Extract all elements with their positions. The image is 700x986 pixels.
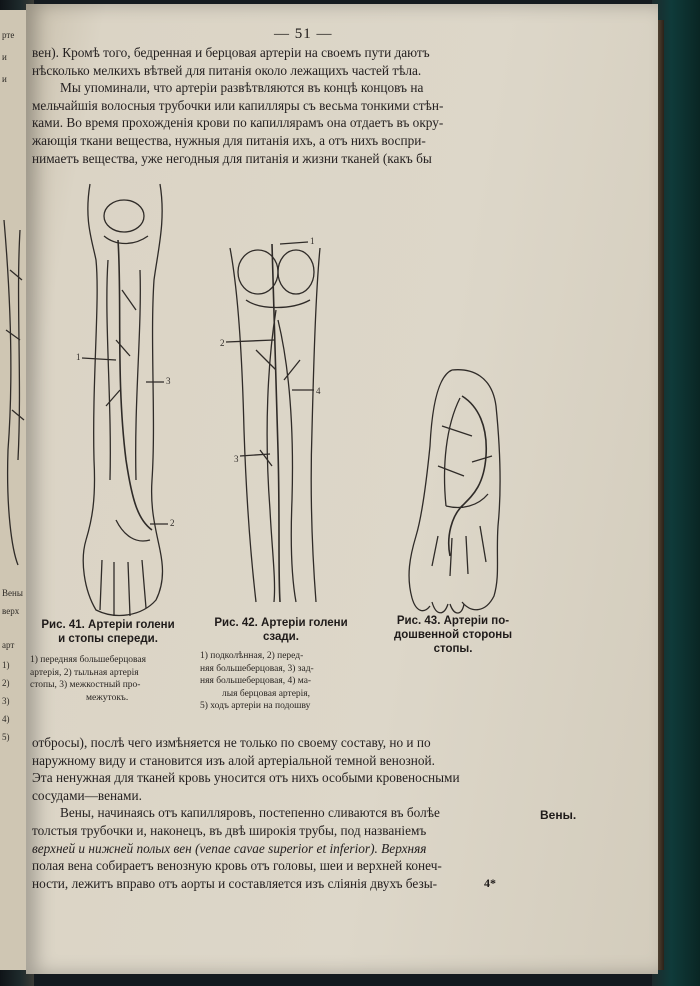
signature-mark: 4* (484, 876, 496, 890)
text-line: ности, лежитъ вправо отъ аорты и составляется изъ сліянія двухъ безы- (32, 875, 438, 891)
caption-line: стопы. (433, 643, 473, 655)
figure-41-illustration (56, 180, 186, 620)
legend-line: няя большеберцовая, 4) ма- (200, 676, 312, 686)
margin-note: Вены. (540, 808, 577, 822)
figure-41-caption (28, 618, 188, 646)
fig42-label-4: 4 (316, 386, 321, 396)
text-line: нимаетъ вещества, уже негодныя для питанія и жизни тканей (какъ бы (32, 150, 432, 166)
legend-line: 5) ходъ артеріи на подошву (200, 701, 311, 711)
prev-page-fragment: рте (2, 30, 15, 40)
fig42-label-1: 1 (310, 236, 315, 246)
prev-page-fragment: Вены (2, 588, 23, 598)
prev-page-fragment: 1) (2, 660, 10, 670)
prev-page-fragment: 5) (2, 732, 10, 742)
figure-43-caption (378, 614, 528, 656)
text-line: мельчайшія волосныя трубочки или капилляры съ весьма тонкими стѣн- (32, 97, 444, 113)
figure-43-illustration (402, 366, 512, 616)
fig42-label-2: 2 (220, 338, 225, 348)
fig41-label-2: 2 (170, 518, 175, 528)
text-line: вен). Кромѣ того, бедренная и берцовая артеріи на своемъ пути даютъ (32, 45, 430, 60)
legend-line: няя большеберцовая, 3) зад- (200, 663, 314, 674)
text-line: наружному виду и становится изъ алой артеріальной темной венозной. (32, 752, 435, 768)
text-line: Мы упоминали, что артеріи развѣтвляются въ концѣ концовъ на (60, 80, 424, 96)
caption-line: Рис. 41. Артеріи голени (41, 619, 175, 631)
figure-41-legend (30, 654, 146, 704)
text-line: Эта ненужная для тканей кровь уносится отъ нихъ особыми кровеносными (32, 770, 460, 786)
fig41-label-1: 1 (76, 352, 81, 362)
caption-line: Рис. 43. Артеріи по- (396, 615, 510, 627)
prev-page-fragment: верх (2, 606, 20, 616)
legend-line: 1) передняя большеберцовая (30, 655, 146, 665)
text-line: толстыя трубочки и, наконецъ, въ двѣ широкія трубы, под названіемъ (32, 822, 427, 838)
legend-line: 1) подколѣнная, 2) перед- (200, 651, 304, 661)
figure-42-illustration (220, 230, 350, 610)
paragraph-bottom (32, 734, 460, 892)
text-line: жающія ткани вещества, нужныя для питанія ихъ, а отъ нихъ воспри- (32, 132, 426, 148)
text-line: сосудами—венами. (32, 787, 142, 803)
text-line: Вены, начинаясь отъ капилляровъ, постепенно сливаются въ болѣе (60, 805, 440, 821)
text-line: отбросы), послѣ чего измѣняется не только по своему составу, но и по (32, 735, 431, 750)
fig42-label-3: 3 (234, 454, 239, 464)
caption-line: Рис. 42. Артеріи голени (214, 617, 348, 629)
caption-line: дошвенной стороны (393, 629, 513, 641)
prev-page-fragment: 4) (2, 714, 10, 724)
text-line: верхней и нижней полых вен (venae cavae superior et inferior). Верхняя (32, 840, 427, 856)
legend-line: межутокъ. (86, 692, 129, 703)
prev-page-fragment: и (2, 74, 7, 84)
prev-page-fragment: и (2, 52, 7, 62)
text-line: ками. Во время прохожденія крови по капиллярамъ она отдаетъ въ окру- (32, 115, 444, 131)
prev-page-fragment: 3) (2, 696, 10, 706)
book-page (26, 4, 658, 974)
paragraph-top (32, 44, 443, 167)
legend-line: артерія, 2) тыльная артерія (30, 667, 139, 678)
text-line: нѣсколько мелкихъ вѣтвей для питанія около лежащихъ частей тѣла. (32, 62, 422, 78)
figure-42-legend (200, 650, 314, 713)
caption-line: сзади. (263, 631, 299, 643)
legend-line: лыя берцовая артерія, (222, 688, 311, 699)
prev-page-fragment: арт (2, 640, 15, 650)
prev-page-fragment: 2) (2, 678, 10, 688)
caption-line: и стопы спереди. (58, 633, 158, 645)
fig41-label-3: 3 (166, 376, 171, 386)
figure-42-caption (198, 616, 364, 644)
legend-line: стопы, 3) межкостный про- (30, 680, 141, 690)
page-number: — 51 — (274, 26, 333, 42)
text-line: полая вена собираетъ венозную кровь отъ головы, шеи и верхней конеч- (32, 858, 442, 874)
